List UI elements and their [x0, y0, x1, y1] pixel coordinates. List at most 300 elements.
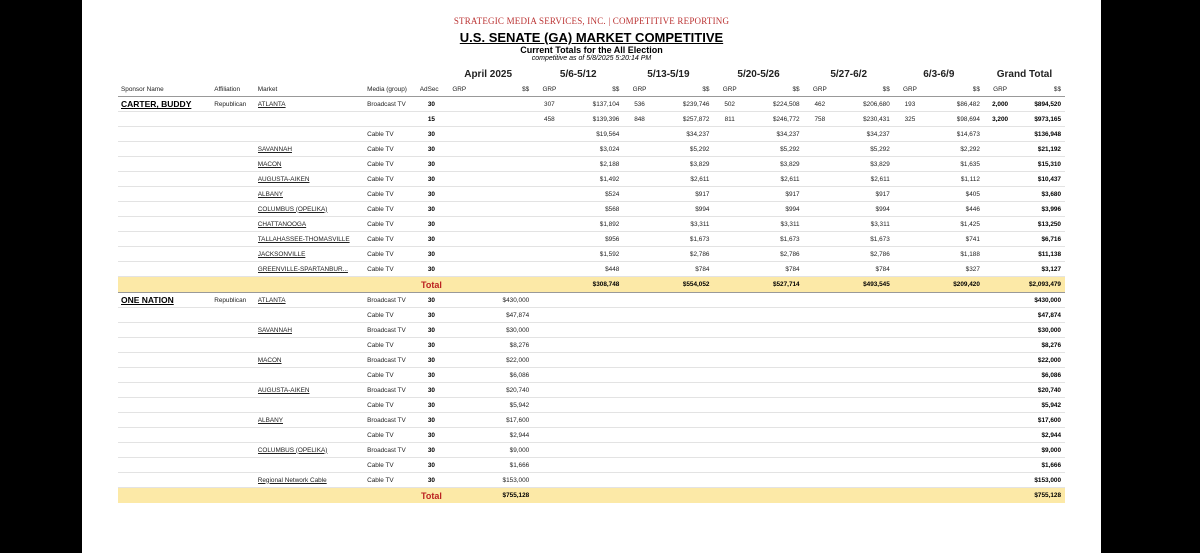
dollars-cell	[656, 443, 714, 458]
dollars-cell: $9,000	[1016, 443, 1065, 458]
dollars-cell: $917	[746, 187, 804, 202]
market-name[interactable]: SAVANNAH	[258, 323, 367, 338]
dollars-cell: $230,431	[836, 112, 894, 127]
dollars-cell: $784	[746, 262, 804, 277]
adsec: 30	[420, 172, 443, 187]
dollars-cell	[566, 428, 624, 443]
grp-cell	[443, 157, 475, 172]
grp-cell	[623, 217, 655, 232]
report-as-of: competitive as of 5/8/2025 5:20:14 PM	[531, 55, 652, 62]
table-row	[118, 97, 1065, 112]
adsec: 30	[420, 262, 443, 277]
grp-cell: 758	[804, 112, 836, 127]
dollars-cell: $3,127	[1016, 262, 1065, 277]
grp-cell	[533, 398, 565, 413]
sponsor-cell-empty	[118, 187, 214, 202]
adsec: 30	[420, 127, 443, 142]
grp-cell	[533, 458, 565, 473]
media-group: Cable TV	[367, 428, 420, 443]
media-group: Cable TV	[367, 368, 420, 383]
grp-cell	[623, 308, 655, 323]
affiliation-cell-empty	[214, 428, 258, 443]
dollars-cell	[836, 368, 894, 383]
grp-cell	[443, 383, 475, 398]
dollars-cell: $3,829	[656, 157, 714, 172]
adsec: 30	[420, 368, 443, 383]
grp-cell	[984, 338, 1016, 353]
dollars-cell: $2,611	[746, 172, 804, 187]
grp-cell	[713, 308, 745, 323]
period-header: 5/27-6/2	[830, 69, 868, 80]
grp-cell	[623, 157, 655, 172]
market-name[interactable]: ALBANY	[258, 187, 367, 202]
adsec: 30	[420, 187, 443, 202]
dollars-cell: $34,237	[746, 127, 804, 142]
dollars-cell: $2,611	[836, 172, 894, 187]
media-group: Cable TV	[367, 157, 420, 172]
dollars-cell	[475, 202, 533, 217]
dollars-cell: $19,564	[566, 127, 624, 142]
media-group: Broadcast TV	[367, 97, 420, 112]
dollars-cell: $8,276	[475, 338, 533, 353]
dollars-cell: $257,872	[656, 112, 714, 127]
dollars-cell: $10,437	[1016, 172, 1065, 187]
table-row	[118, 157, 1065, 172]
market-name[interactable]: JACKSONVILLE	[258, 247, 367, 262]
market-name[interactable]: AUGUSTA-AIKEN	[258, 383, 367, 398]
col-header-affiliation: Affiliation	[214, 82, 258, 97]
dollars-cell	[836, 458, 894, 473]
total-grp-cell	[894, 277, 926, 293]
grp-cell	[713, 157, 745, 172]
market-name	[258, 338, 367, 353]
dollars-cell: $448	[566, 262, 624, 277]
sponsor-cell-empty	[118, 232, 214, 247]
market-name[interactable]: MACON	[258, 157, 367, 172]
dollars-cell	[836, 428, 894, 443]
adsec: 30	[420, 97, 443, 112]
dollars-cell	[746, 293, 804, 308]
dollars-cell	[746, 338, 804, 353]
col-header-dollars: $$	[746, 82, 804, 97]
grp-cell	[443, 398, 475, 413]
dollars-cell: $1,673	[746, 232, 804, 247]
grp-cell	[984, 142, 1016, 157]
grp-cell	[533, 323, 565, 338]
grp-cell: 307	[533, 97, 565, 112]
company-name: STRATEGIC MEDIA SERVICES, INC.	[453, 16, 606, 26]
dollars-cell: $1,635	[926, 157, 984, 172]
dollars-cell: $994	[746, 202, 804, 217]
col-header-grp: GRP	[623, 82, 655, 97]
dollars-cell: $5,942	[1016, 398, 1065, 413]
grp-cell	[713, 398, 745, 413]
grp-cell	[713, 323, 745, 338]
col-header-dollars: $$	[566, 82, 624, 97]
grp-cell	[804, 443, 836, 458]
dollars-cell	[656, 308, 714, 323]
dollars-cell	[656, 428, 714, 443]
dollars-cell	[656, 293, 714, 308]
grp-cell	[623, 353, 655, 368]
affiliation-cell-empty	[214, 172, 258, 187]
grp-cell	[623, 202, 655, 217]
affiliation-cell-empty	[214, 217, 258, 232]
col-header-grp: GRP	[804, 82, 836, 97]
grp-cell	[623, 323, 655, 338]
table-row	[118, 338, 1065, 353]
grp-cell	[894, 293, 926, 308]
market-name[interactable]: COLUMBUS (OPELIKA)	[258, 202, 367, 217]
dollars-cell: $14,673	[926, 127, 984, 142]
dollars-cell	[746, 353, 804, 368]
grp-cell	[533, 428, 565, 443]
grp-cell	[533, 338, 565, 353]
grp-cell	[443, 308, 475, 323]
grp-cell	[713, 202, 745, 217]
dollars-cell	[566, 398, 624, 413]
sponsor-cell-empty	[118, 262, 214, 277]
grp-cell	[533, 262, 565, 277]
grp-cell	[804, 368, 836, 383]
grp-cell	[984, 368, 1016, 383]
dollars-cell: $741	[926, 232, 984, 247]
dollars-cell	[926, 338, 984, 353]
dollars-cell: $22,000	[475, 353, 533, 368]
dollars-cell	[566, 293, 624, 308]
sponsor-name: ONE NATION	[118, 293, 214, 308]
dollars-cell	[926, 443, 984, 458]
grp-cell	[443, 262, 475, 277]
grp-cell	[713, 428, 745, 443]
dollars-cell: $206,680	[836, 97, 894, 112]
grp-cell	[804, 413, 836, 428]
adsec: 30	[420, 293, 443, 308]
table-row	[118, 262, 1065, 277]
dollars-cell	[926, 428, 984, 443]
grp-cell	[533, 172, 565, 187]
dollars-cell: $6,086	[475, 368, 533, 383]
table-row	[118, 353, 1065, 368]
dollars-cell: $34,237	[836, 127, 894, 142]
grp-cell	[984, 353, 1016, 368]
affiliation-cell-empty	[214, 127, 258, 142]
dollars-cell	[656, 473, 714, 488]
affiliation-cell-empty	[214, 247, 258, 262]
total-grp-cell	[623, 488, 655, 504]
sponsor-cell-empty	[118, 247, 214, 262]
dollars-cell	[475, 127, 533, 142]
dollars-cell: $446	[926, 202, 984, 217]
grp-cell	[894, 368, 926, 383]
grp-cell	[443, 112, 475, 127]
table-row	[118, 383, 1065, 398]
grp-cell	[443, 338, 475, 353]
dollars-cell: $13,250	[1016, 217, 1065, 232]
grp-cell	[804, 172, 836, 187]
col-header-grp: GRP	[984, 82, 1016, 97]
grp-cell	[894, 157, 926, 172]
adsec: 30	[420, 458, 443, 473]
grp-cell	[984, 323, 1016, 338]
grp-cell	[984, 413, 1016, 428]
dollars-cell: $17,600	[1016, 413, 1065, 428]
dollars-cell: $34,237	[656, 127, 714, 142]
market-name[interactable]: CHATTANOOGA	[258, 217, 367, 232]
market-name[interactable]: COLUMBUS (OPELIKA)	[258, 443, 367, 458]
table-row	[118, 202, 1065, 217]
media-group: Cable TV	[367, 473, 420, 488]
market-name[interactable]: ATLANTA	[258, 293, 367, 308]
grp-cell	[894, 247, 926, 262]
grp-cell	[984, 157, 1016, 172]
total-grp-cell	[984, 277, 1016, 293]
grp-cell	[804, 323, 836, 338]
total-grp-cell	[623, 277, 655, 293]
col-header-dollars: $$	[656, 82, 714, 97]
sponsor-cell-empty	[118, 202, 214, 217]
dollars-cell	[566, 338, 624, 353]
market-name[interactable]: SAVANNAH	[258, 142, 367, 157]
report-subtitle: Current Totals for the All Election	[520, 45, 663, 55]
grp-cell	[984, 428, 1016, 443]
col-header-grp: GRP	[533, 82, 565, 97]
dollars-cell	[475, 142, 533, 157]
grp-cell	[713, 127, 745, 142]
grp-cell	[713, 473, 745, 488]
grp-cell	[713, 262, 745, 277]
grp-cell	[443, 368, 475, 383]
table-row	[118, 323, 1065, 338]
market-name[interactable]: ALBANY	[258, 413, 367, 428]
dollars-cell: $784	[656, 262, 714, 277]
grp-cell	[804, 142, 836, 157]
grp-cell	[533, 383, 565, 398]
affiliation-cell-empty	[214, 368, 258, 383]
grp-cell	[894, 338, 926, 353]
dollars-cell	[475, 157, 533, 172]
dollars-cell	[656, 338, 714, 353]
grp-cell	[984, 398, 1016, 413]
grp-cell: 536	[623, 97, 655, 112]
dollars-cell: $246,772	[746, 112, 804, 127]
grp-cell: 2,000	[984, 97, 1016, 112]
grp-cell	[713, 368, 745, 383]
market-name	[258, 458, 367, 473]
grp-cell	[443, 353, 475, 368]
grp-cell	[894, 127, 926, 142]
grp-cell	[443, 323, 475, 338]
dollars-cell: $1,492	[566, 172, 624, 187]
grp-cell	[894, 353, 926, 368]
period-header: Grand Total	[996, 69, 1053, 80]
grp-cell	[623, 368, 655, 383]
grp-cell	[623, 413, 655, 428]
grp-cell	[443, 217, 475, 232]
affiliation-cell-empty	[214, 157, 258, 172]
dollars-cell	[836, 443, 894, 458]
total-dollars-cell: $527,714	[746, 277, 804, 293]
dollars-cell: $11,138	[1016, 247, 1065, 262]
grp-cell	[533, 157, 565, 172]
period-header: 6/3-6/9	[923, 69, 955, 80]
affiliation-cell-empty	[214, 142, 258, 157]
report-company-line	[82, 16, 1101, 26]
dollars-cell	[746, 443, 804, 458]
dollars-cell: $973,165	[1016, 112, 1065, 127]
affiliation-cell-empty	[214, 187, 258, 202]
total-row	[118, 277, 1065, 293]
market-name[interactable]: Regional Network Cable	[258, 473, 367, 488]
dollars-cell: $3,829	[836, 157, 894, 172]
grp-cell	[623, 473, 655, 488]
dollars-cell	[566, 458, 624, 473]
adsec: 30	[420, 398, 443, 413]
dollars-cell	[475, 172, 533, 187]
dollars-cell	[656, 368, 714, 383]
col-header-dollars: $$	[475, 82, 533, 97]
col-header-dollars: $$	[1016, 82, 1065, 97]
market-name[interactable]: MACON	[258, 353, 367, 368]
dollars-cell: $8,276	[1016, 338, 1065, 353]
dollars-cell	[656, 398, 714, 413]
grp-cell	[533, 368, 565, 383]
grp-cell	[984, 172, 1016, 187]
affiliation: Republican	[214, 293, 258, 308]
grp-cell	[804, 338, 836, 353]
col-header-media: Media (group)	[367, 82, 420, 97]
grp-cell	[894, 172, 926, 187]
dollars-cell: $139,396	[566, 112, 624, 127]
dollars-cell: $6,086	[1016, 368, 1065, 383]
market-name[interactable]: AUGUSTA-AIKEN	[258, 172, 367, 187]
grp-cell	[713, 458, 745, 473]
grp-cell: 458	[533, 112, 565, 127]
dollars-cell	[475, 97, 533, 112]
dollars-cell	[926, 308, 984, 323]
total-dollars-cell: $493,545	[836, 277, 894, 293]
dollars-cell: $22,000	[1016, 353, 1065, 368]
market-name[interactable]: TALLAHASSEE-THOMASVILLE	[258, 232, 367, 247]
grp-cell	[894, 443, 926, 458]
adsec: 30	[420, 217, 443, 232]
grp-cell	[804, 247, 836, 262]
grp-cell	[443, 127, 475, 142]
table-row	[118, 127, 1065, 142]
dollars-cell: $568	[566, 202, 624, 217]
media-group: Cable TV	[367, 127, 420, 142]
media-group: Cable TV	[367, 308, 420, 323]
col-header-grp: GRP	[894, 82, 926, 97]
grp-cell	[623, 293, 655, 308]
dollars-cell: $3,311	[656, 217, 714, 232]
dollars-cell: $153,000	[1016, 473, 1065, 488]
dollars-cell: $524	[566, 187, 624, 202]
period-header: 5/20-5/26	[737, 69, 780, 80]
sponsor-cell-empty	[118, 308, 214, 323]
grp-cell	[894, 232, 926, 247]
sponsor-cell-empty	[118, 368, 214, 383]
dollars-cell: $327	[926, 262, 984, 277]
sponsor-cell-empty	[118, 413, 214, 428]
adsec: 30	[420, 473, 443, 488]
grp-cell	[804, 127, 836, 142]
market-name[interactable]: ATLANTA	[258, 97, 367, 112]
table-row	[118, 172, 1065, 187]
total-dollars-cell	[566, 488, 624, 504]
grp-cell: 848	[623, 112, 655, 127]
grp-cell	[804, 232, 836, 247]
dollars-cell: $5,292	[746, 142, 804, 157]
adsec: 30	[420, 428, 443, 443]
grp-cell	[894, 142, 926, 157]
market-name	[258, 368, 367, 383]
dollars-cell: $6,716	[1016, 232, 1065, 247]
market-name[interactable]: GREENVILLE-SPARTANBUR...	[258, 262, 367, 277]
grp-cell	[713, 232, 745, 247]
grp-cell	[533, 353, 565, 368]
dollars-cell: $1,673	[836, 232, 894, 247]
dollars-cell: $430,000	[1016, 293, 1065, 308]
media-group: Cable TV	[367, 262, 420, 277]
grp-cell	[713, 293, 745, 308]
grp-cell	[443, 97, 475, 112]
sponsor-cell-empty	[118, 443, 214, 458]
dollars-cell	[656, 323, 714, 338]
dollars-cell: $3,311	[746, 217, 804, 232]
grp-cell	[894, 428, 926, 443]
total-grp-cell	[804, 277, 836, 293]
dollars-cell: $153,000	[475, 473, 533, 488]
media-group	[367, 112, 420, 127]
grp-cell	[533, 308, 565, 323]
table-row	[118, 217, 1065, 232]
col-header-sponsor: Sponsor Name	[118, 82, 214, 97]
table-row	[118, 112, 1065, 127]
table-row	[118, 458, 1065, 473]
dollars-cell	[836, 293, 894, 308]
grp-cell	[984, 202, 1016, 217]
grp-cell	[713, 142, 745, 157]
table-row	[118, 293, 1065, 308]
grp-cell	[894, 473, 926, 488]
grp-cell	[804, 293, 836, 308]
grp-cell	[443, 473, 475, 488]
dollars-cell	[836, 308, 894, 323]
table-row	[118, 142, 1065, 157]
grp-cell	[533, 142, 565, 157]
total-dollars-cell: $755,128	[475, 488, 533, 504]
header-divider: |	[608, 16, 611, 26]
dollars-cell	[475, 112, 533, 127]
dollars-cell	[566, 323, 624, 338]
adsec: 30	[420, 142, 443, 157]
dollars-cell	[926, 353, 984, 368]
total-dollars-cell	[836, 488, 894, 504]
dollars-cell: $3,996	[1016, 202, 1065, 217]
sponsor-cell-empty	[118, 217, 214, 232]
dollars-cell: $956	[566, 232, 624, 247]
dollars-cell	[926, 398, 984, 413]
total-dollars-cell	[926, 488, 984, 504]
media-group: Broadcast TV	[367, 413, 420, 428]
dollars-cell: $5,292	[656, 142, 714, 157]
grp-cell	[804, 308, 836, 323]
sponsor-cell-empty	[118, 142, 214, 157]
media-group: Cable TV	[367, 187, 420, 202]
total-grp-cell	[533, 277, 565, 293]
grp-cell	[623, 398, 655, 413]
